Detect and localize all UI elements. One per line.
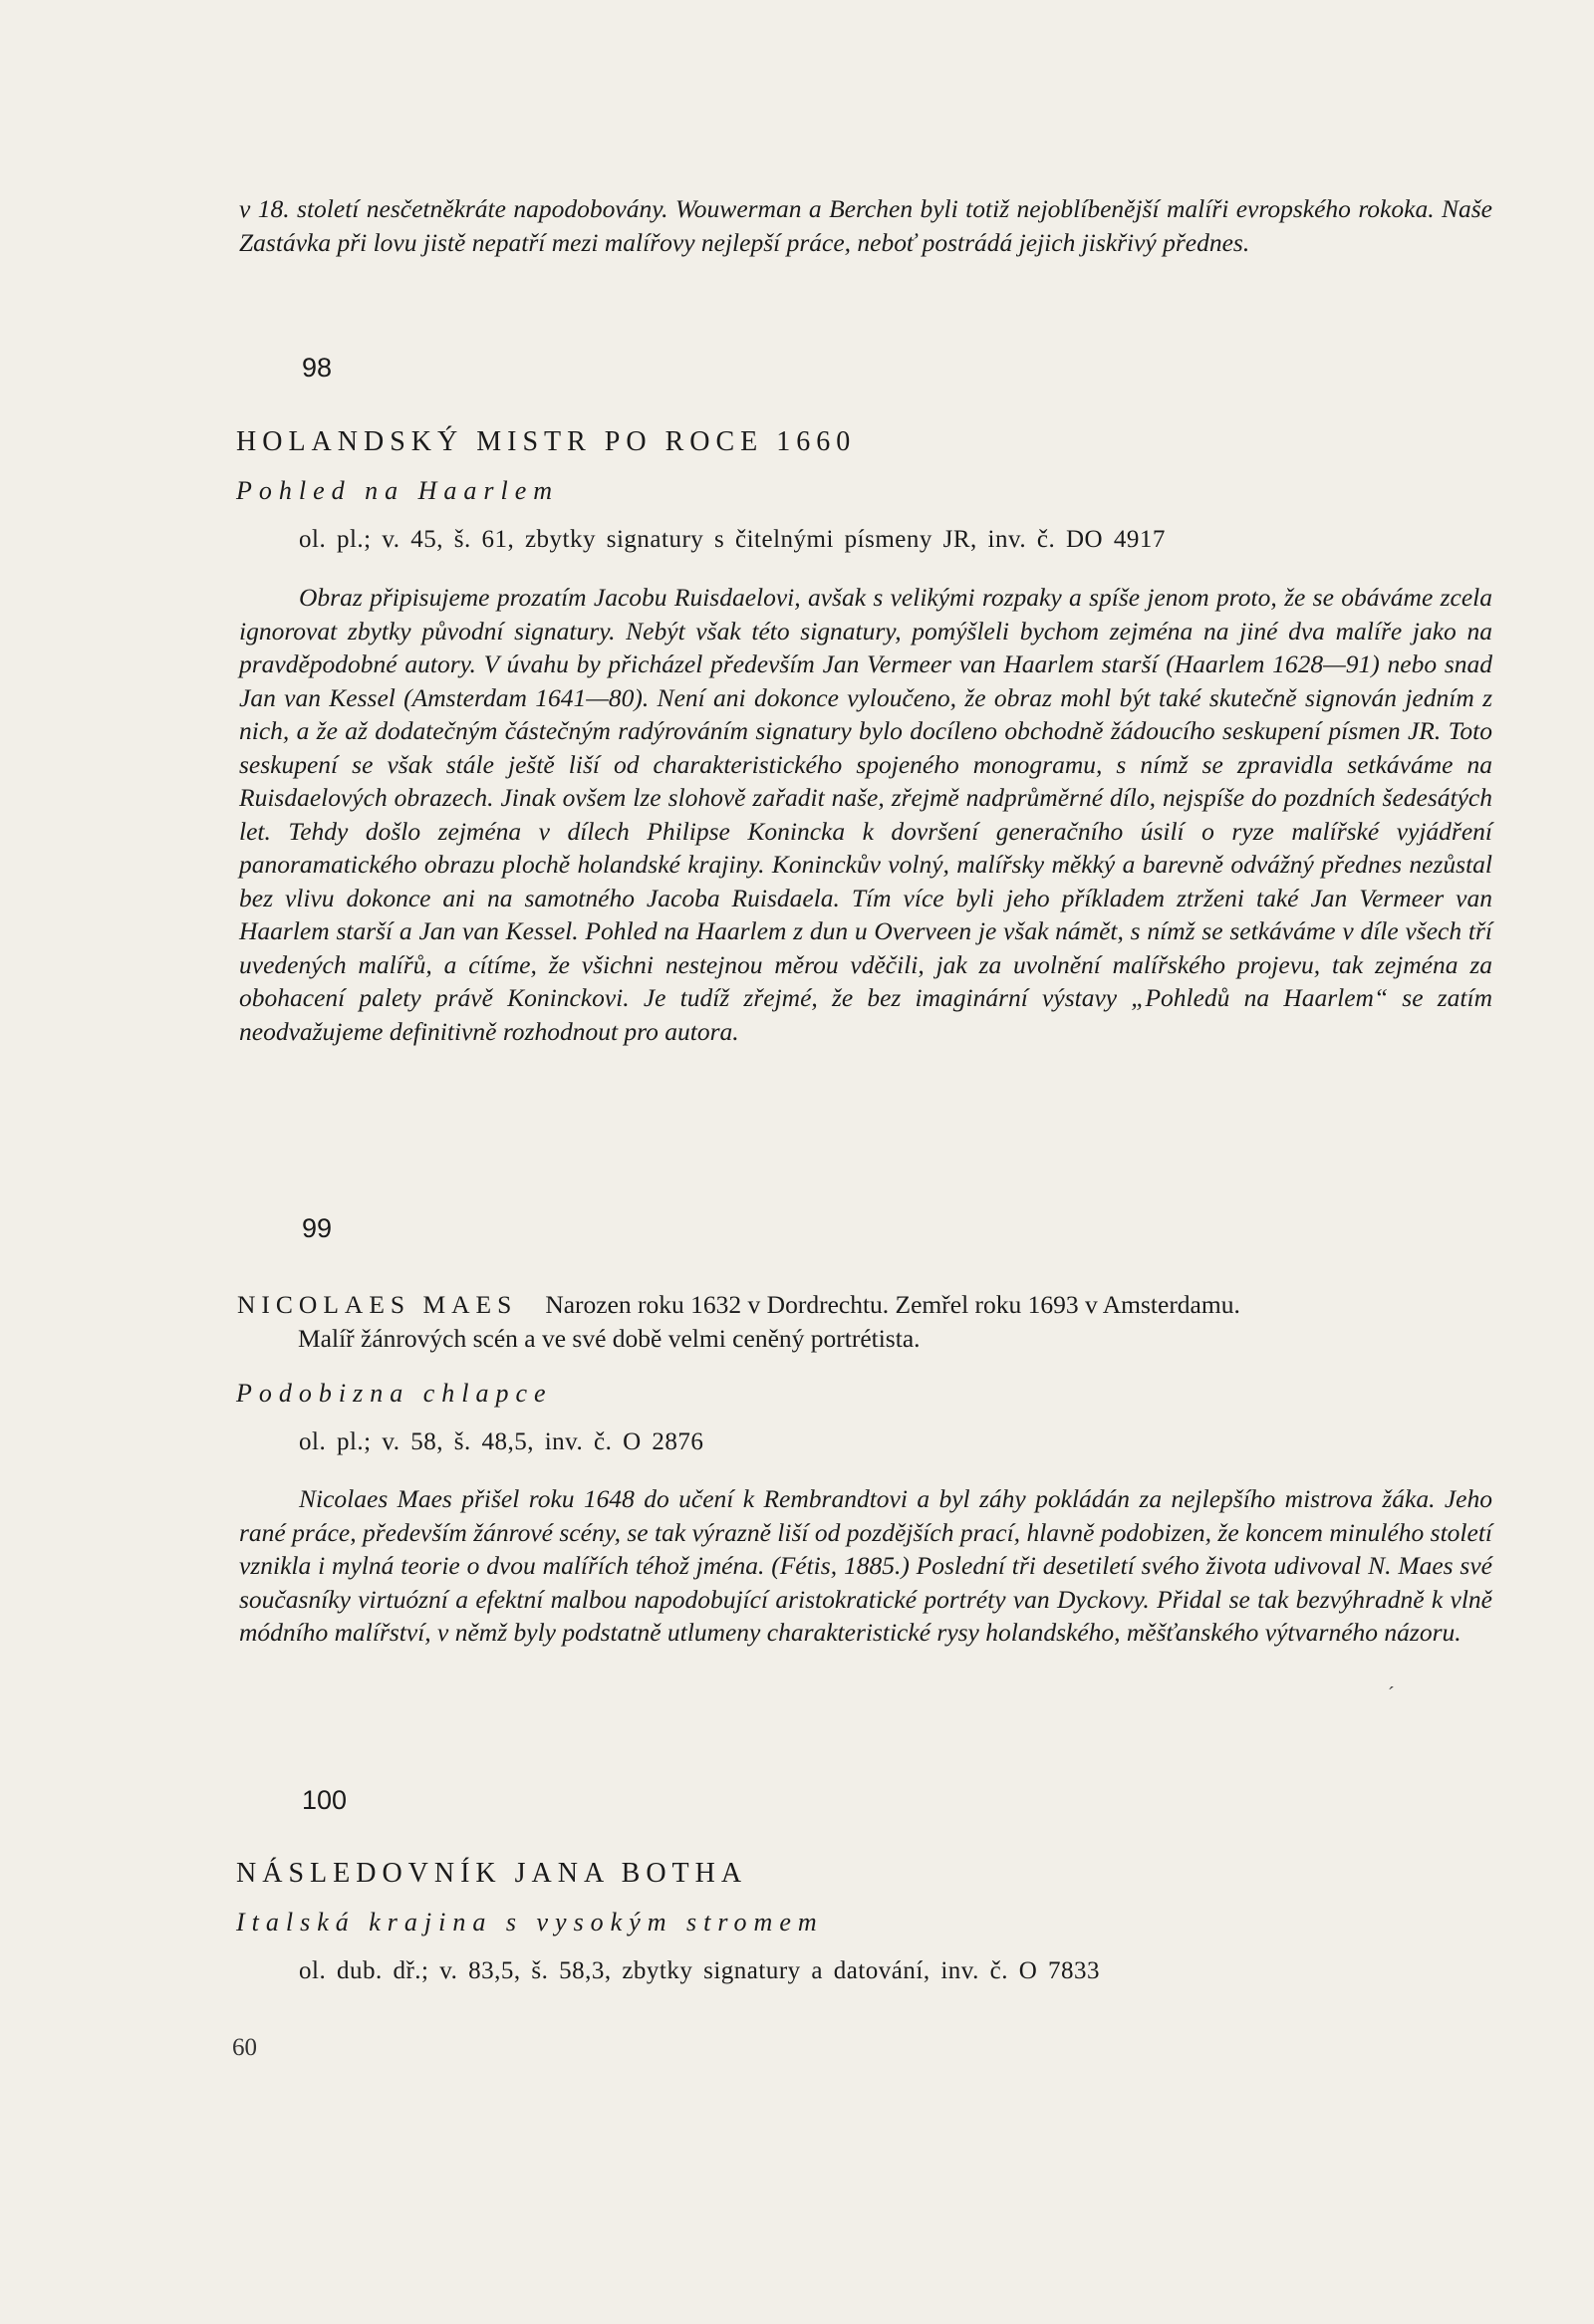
entry-99-bio-line2: Malíř žánrových scén a ve své době velmi ceněný portrétista. bbox=[298, 1324, 921, 1353]
intro-text: v 18. století nesčetněkráte napodobovány. Wouwerman a Berchen byli totiž nejoblíbenější malíři evropského rokoka. Naše Zastávka při lovu jistě nepatří mezi malířovy nejlepší práce, neboť postrádá jejich jiskřivý přednes. bbox=[239, 194, 1492, 257]
entry-99-description-block bbox=[239, 1482, 1492, 1650]
entry-99-description: Nicolaes Maes přišel roku 1648 do učení k Rembrandtovi a byl záhy pokládán za nejlepšího mistrova žáka. Jeho rané práce, především žánrové scény, se tak výrazně liší od pozdějších prací, hlavně podobizen, že koncem minulého století vznikla i mylná teorie o dvou malířích téhož jména. (Fétis, 1885.) Poslední tři desetiletí svého života udivoval N. Maes své současníky virtuózní a efektní malbou napodobující aristokratické portréty van Dyckovy. Přidal se tak bezvýhradně k vlně módního malířství, v němž byly podstatně utlumeny charakteristické rysy holandského, měšťanského výtvarného názoru. bbox=[239, 1484, 1492, 1647]
intro-paragraph bbox=[239, 192, 1492, 259]
entry-98-description-block bbox=[239, 581, 1492, 1048]
entry-98-heading: HOLANDSKÝ MISTR PO ROCE 1660 bbox=[236, 426, 857, 457]
entry-99-bio bbox=[237, 1288, 1494, 1356]
entry-98-description: Obraz připisujeme prozatím Jacobu Ruisdaelovi, avšak s velikými rozpaky a spíše jenom proto, že se obáváme zcela ignorovat zbytky původní signatury. Nebýt však této signatury, pomýšleli bychom zejména na jiné dva malíře jako na pravděpodobné autory. V úvahu by přicházel především Jan Vermeer van Haarlem starší (Haarlem 1628—91) nebo snad Jan van Kessel (Amsterdam 1641—80). Není ani dokonce vyloučeno, že obraz mohl být také skutečně signován jedním z nich, a že až dodatečným částečným radýrováním signatury bylo docíleno obchodně žádoucího seskupení písmen JR. Toto seskupení se však stále ještě liší od charakteristického spojeného monogramu, s nímž se zpravidla setkáváme na Ruisdaelových obrazech. Jinak ovšem lze slohově zařadit naše, zřejmě nadprůměrné dílo, nejspíše do pozdních šedesátých let. Tehdy došlo zejména v dílech Philipse Konincka k dovršení generačního úsilí o ryze malířské vyjádření panoramatického obrazu plochě holandské krajiny. Koninckův volný, malířsky měkký a barevně odvážný přednes nezůstal bez vlivu dokonce ani na samotného Jacoba Ruisdaela. Tím více byli jeho příkladem ztrženi také Jan Vermeer van Haarlem starší a Jan van Kessel. Pohled na Haarlem z dun u Overveen je však námět, s nímž se setkáváme v díle všech tří uvedených malířů, a cítíme, že všichni nestejnou měrou vděčili, jak za uvolnění malířského projevu, tak zejména za obohacení palety právě Koninckovi. Je tudíž zřejmé, že bez imaginární výstavy „Pohledů na Haarlem“ se zatím neodvažujeme definitivně rozhodnout pro autora. bbox=[239, 583, 1492, 1046]
entry-98-title: Pohled na Haarlem bbox=[236, 476, 560, 505]
ink-mark: ´ bbox=[1388, 1683, 1395, 1705]
entry-100-spec: ol. dub. dř.; v. 83,5, š. 58,3, zbytky signatury a datování, inv. č. O 7833 bbox=[299, 1957, 1101, 1984]
entry-99-number: 99 bbox=[302, 1213, 333, 1243]
page-number: 60 bbox=[232, 2034, 257, 2061]
entry-98-spec: ol. pl.; v. 45, š. 61, zbytky signatury s čitelnými písmeny JR, inv. č. DO 4917 bbox=[299, 526, 1166, 553]
entry-100-title: Italská krajina s vysokým stromem bbox=[236, 1908, 824, 1937]
entry-100-heading: NÁSLEDOVNÍK JANA BOTHA bbox=[236, 1858, 748, 1889]
entry-99-spec: ol. pl.; v. 58, š. 48,5, inv. č. O 2876 bbox=[299, 1428, 704, 1455]
entry-100-number: 100 bbox=[302, 1785, 348, 1815]
entry-98-number: 98 bbox=[302, 353, 333, 383]
entry-99-bio-line1: Narozen roku 1632 v Dordrechtu. Zemřel roku 1693 v Amsterdamu. bbox=[545, 1290, 1240, 1319]
entry-99-title: Podobizna chlapce bbox=[236, 1379, 553, 1408]
entry-99-artist: NICOLAES MAES bbox=[237, 1290, 518, 1319]
